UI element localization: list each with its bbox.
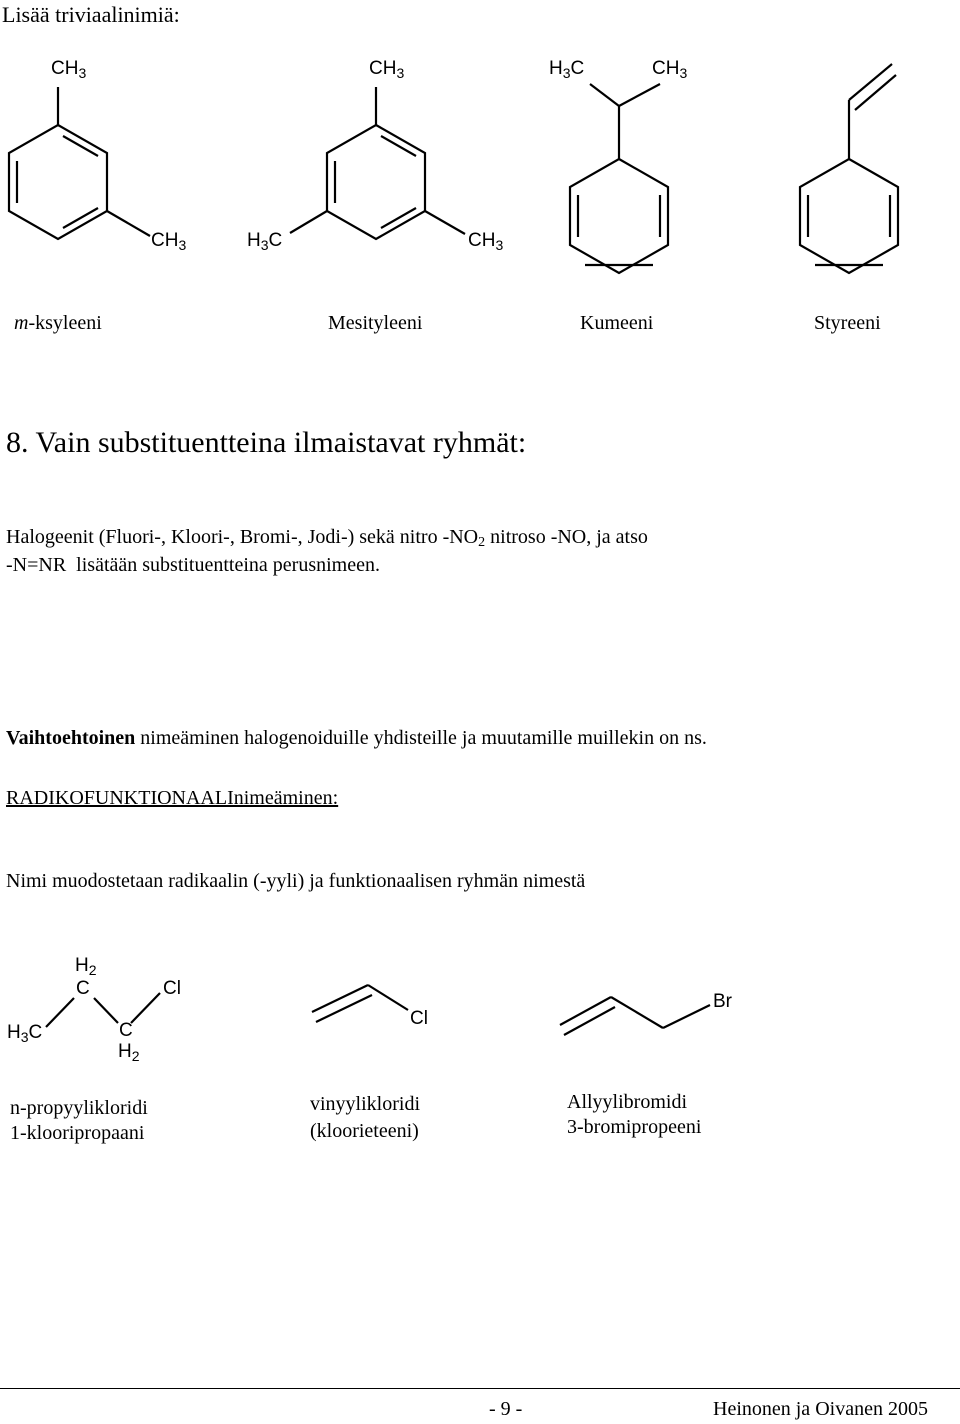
propyl-c-top-label: C	[76, 978, 90, 999]
vinyl-name2: (kloorieteeni)	[310, 1120, 419, 1142]
alt-naming-line: Vaihtoehtoinen nimeäminen halogenoiduille yhdisteille ja muutamille muillekin on ns.	[6, 727, 707, 749]
vinyl-chloride-structure	[312, 985, 408, 1022]
propyl-cl-label: Cl	[163, 978, 181, 999]
nimi-line: Nimi muodostetaan radikaalin (-yyli) ja funktionaalisen ryhmän nimestä	[6, 870, 586, 892]
propyl-c-bottom-label: C	[119, 1020, 133, 1041]
vinyl-cl-label: Cl	[410, 1008, 428, 1029]
vinyl-name1: vinyylikloridi	[310, 1093, 420, 1115]
mesitylene-ch3-right-label: $CH_3$	[468, 230, 504, 253]
cumene-ch3-label: $CH_3$	[652, 58, 688, 81]
section-8-heading: 8. Vain substituentteina ilmaistavat ryhmät:	[6, 426, 527, 459]
propyl-chloride-structure	[46, 993, 160, 1027]
section-8-paragraph-line2: -N=NR lisätään substituentteina perusnimeen.	[6, 554, 380, 576]
cumene-name: Kumeeni	[580, 312, 654, 334]
cumene-h3c-label: $H_3C$	[549, 58, 585, 81]
m-xylene-ch3-top-label: $CH_3$	[51, 58, 87, 81]
styrene-name: Styreeni	[814, 312, 881, 334]
mesitylene-name: Mesityleeni	[328, 312, 423, 334]
mesitylene-h3c-label: $H_3C$	[247, 230, 283, 253]
propyl-h2-top-label: $H_2$	[75, 955, 97, 978]
allyl-br-label: Br	[713, 991, 732, 1012]
section-8-paragraph-line1: Halogeenit (Fluori-, Kloori-, Bromi-, Jodi-) sekä nitro $-NO_2$ nitroso -NO, ja atso	[6, 526, 648, 550]
footer-authors: Heinonen ja Oivanen 2005	[713, 1398, 928, 1420]
allyl-name1: Allyylibromidi	[567, 1091, 687, 1113]
m-xylene-structure	[9, 87, 150, 239]
allyl-name2: 3-bromipropeeni	[567, 1116, 702, 1138]
m-xylene-name: m-ksyleeni	[14, 312, 102, 334]
mesitylene-ch3-top-label: $CH_3$	[369, 58, 405, 81]
radikofunktionaali-heading: RADIKOFUNKTIONAALInimeäminen:	[6, 787, 339, 809]
footer-page-number: - 9 -	[489, 1398, 523, 1420]
allyl-bromide-structure	[560, 997, 710, 1035]
m-xylene-ch3-right-label: $CH_3$	[151, 230, 187, 253]
mesitylene-structure	[290, 87, 465, 239]
cumene-structure	[570, 84, 668, 273]
propyl-name1: n-propyylikloridi	[10, 1097, 148, 1119]
propyl-name2: 1-klooripropaani	[10, 1122, 145, 1144]
propyl-h3c-label: $H_3C$	[7, 1022, 43, 1045]
footer-rule	[0, 1388, 960, 1389]
propyl-h2-bottom-label: $H_2$	[118, 1041, 140, 1064]
intro-text: Lisää triviaalinimiä:	[2, 2, 180, 27]
styrene-structure	[800, 64, 898, 273]
